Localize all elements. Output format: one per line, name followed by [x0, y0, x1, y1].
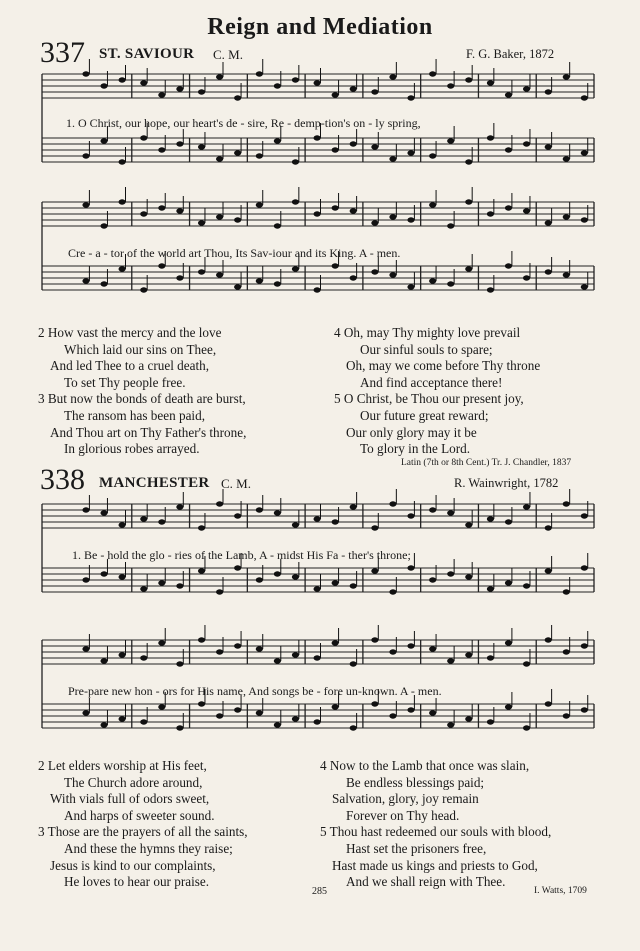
stanza-block-left	[38, 758, 248, 891]
note-head	[198, 568, 205, 573]
note-head	[465, 199, 472, 204]
stanza-line: Hast made us kings and priests to God,	[332, 857, 538, 873]
composer: R. Wainwright, 1782	[454, 476, 559, 490]
note-head	[100, 510, 107, 515]
note-head	[256, 646, 263, 651]
note-head	[332, 640, 339, 645]
note-head	[407, 217, 414, 222]
note-head	[140, 135, 147, 140]
stanza-line: 4 Now to the Lamb that once was slain,	[320, 758, 530, 773]
note-head	[447, 83, 454, 88]
note-head	[487, 586, 494, 591]
note-head	[100, 223, 107, 228]
text-credit: Latin (7th or 8th Cent.) Tr. J. Chandler, 1837	[401, 458, 572, 468]
note-head	[523, 275, 530, 280]
note-head	[314, 655, 321, 660]
note-head	[389, 214, 396, 219]
note-head	[256, 202, 263, 207]
stanza-line: The ransom has been paid,	[64, 407, 205, 423]
note-head	[465, 77, 472, 82]
note-head	[505, 263, 512, 268]
note-head	[100, 138, 107, 143]
note-head	[198, 144, 205, 149]
note-head	[389, 589, 396, 594]
note-head	[505, 640, 512, 645]
stanza-line: 2 How vast the mercy and the love	[38, 325, 222, 340]
note-head	[314, 719, 321, 724]
note-head	[389, 649, 396, 654]
note-head	[314, 586, 321, 591]
stanza-line: Our future great reward;	[360, 407, 489, 423]
note-head	[158, 580, 165, 585]
note-head	[389, 74, 396, 79]
note-head	[465, 652, 472, 657]
note-head	[314, 287, 321, 292]
note-head	[581, 217, 588, 222]
note-head	[523, 208, 530, 213]
note-head	[274, 138, 281, 143]
note-head	[563, 649, 570, 654]
note-head	[487, 719, 494, 724]
note-head	[332, 519, 339, 524]
note-head	[158, 205, 165, 210]
note-head	[523, 504, 530, 509]
note-head	[158, 704, 165, 709]
note-head	[158, 519, 165, 524]
note-head	[371, 89, 378, 94]
note-head	[82, 153, 89, 158]
note-head	[119, 574, 126, 579]
note-head	[350, 725, 357, 730]
note-head	[350, 661, 357, 666]
note-head	[292, 522, 299, 527]
note-head	[292, 159, 299, 164]
note-head	[407, 95, 414, 100]
note-head	[256, 507, 263, 512]
note-head	[581, 643, 588, 648]
page-number: 285	[312, 886, 327, 897]
stanza-line: 5 Thou hast redeemed our souls with blood,	[320, 824, 552, 840]
note-head	[140, 719, 147, 724]
note-head	[447, 281, 454, 286]
note-head	[487, 211, 494, 216]
note-head	[176, 275, 183, 280]
stanza-line: The Church adore around,	[64, 774, 203, 790]
stanza-line: 3 Those are the prayers of all the saints,	[38, 824, 248, 840]
note-head	[407, 643, 414, 648]
note-head	[465, 522, 472, 527]
lyric-line: 1. O Christ, our hope, our heart's de - sire, Re - demp-tion's on - ly spring,	[66, 116, 421, 130]
note-head	[505, 92, 512, 97]
note-head	[429, 153, 436, 158]
note-head	[545, 144, 552, 149]
note-head	[505, 704, 512, 709]
stanza-line: And Thou art on Thy Father's throne,	[50, 424, 247, 440]
note-head	[119, 266, 126, 271]
stanza-line: 2 Let elders worship at His feet,	[38, 758, 207, 773]
stanza-block-right	[334, 325, 540, 458]
stanza-line: Hast set the prisoners free,	[346, 840, 487, 856]
note-head	[274, 83, 281, 88]
note-head	[371, 701, 378, 706]
note-head	[314, 516, 321, 521]
note-head	[429, 710, 436, 715]
note-head	[234, 513, 241, 518]
note-head	[505, 580, 512, 585]
note-head	[563, 214, 570, 219]
note-head	[581, 565, 588, 570]
note-head	[350, 141, 357, 146]
meter: C. M.	[221, 476, 251, 491]
note-head	[216, 74, 223, 79]
stanza-line: 4 Oh, may Thy mighty love prevail	[334, 325, 521, 340]
note-head	[429, 507, 436, 512]
note-head	[216, 156, 223, 161]
stanza-block-right	[320, 758, 551, 891]
note-head	[350, 86, 357, 91]
note-head	[429, 646, 436, 651]
note-head	[176, 583, 183, 588]
stanza-line: To set Thy people free.	[64, 374, 186, 390]
note-head	[100, 281, 107, 286]
note-head	[407, 513, 414, 518]
note-head	[234, 565, 241, 570]
stanza-line: Which laid our sins on Thee,	[64, 341, 217, 357]
note-head	[545, 568, 552, 573]
note-head	[350, 208, 357, 213]
note-head	[292, 77, 299, 82]
note-head	[371, 568, 378, 573]
stanza-line: In glorious robes arrayed.	[64, 441, 200, 457]
text-credit: I. Watts, 1709	[534, 886, 587, 896]
stanza-line: Forever on Thy head.	[346, 807, 460, 823]
note-head	[487, 287, 494, 292]
note-head	[350, 504, 357, 509]
note-head	[350, 583, 357, 588]
note-head	[332, 704, 339, 709]
stanza-line: Our sinful souls to spare;	[360, 341, 493, 357]
note-head	[407, 150, 414, 155]
note-head	[371, 269, 378, 274]
note-head	[216, 589, 223, 594]
note-head	[563, 501, 570, 506]
stanza-line: He loves to hear our praise.	[64, 874, 210, 890]
note-head	[198, 525, 205, 530]
note-head	[314, 80, 321, 85]
note-head	[563, 74, 570, 79]
note-head	[82, 577, 89, 582]
note-head	[140, 516, 147, 521]
note-head	[119, 199, 126, 204]
stanza-line: With vials full of odors sweet,	[50, 791, 210, 807]
note-head	[119, 77, 126, 82]
note-head	[523, 86, 530, 91]
note-head	[429, 278, 436, 283]
note-head	[82, 646, 89, 651]
composer: F. G. Baker, 1872	[466, 47, 555, 61]
note-head	[140, 586, 147, 591]
note-head	[429, 202, 436, 207]
note-head	[292, 199, 299, 204]
note-head	[158, 640, 165, 645]
note-head	[523, 583, 530, 588]
tune-name: MANCHESTER	[99, 475, 210, 491]
note-head	[274, 510, 281, 515]
note-head	[429, 71, 436, 76]
note-head	[274, 571, 281, 576]
note-head	[82, 507, 89, 512]
note-head	[176, 86, 183, 91]
note-head	[465, 716, 472, 721]
note-head	[100, 658, 107, 663]
note-head	[256, 710, 263, 715]
stanza-block-left	[38, 325, 246, 458]
note-head	[140, 655, 147, 660]
note-head	[332, 580, 339, 585]
note-head	[292, 266, 299, 271]
note-head	[119, 522, 126, 527]
note-head	[100, 83, 107, 88]
note-head	[487, 655, 494, 660]
note-head	[447, 510, 454, 515]
note-head	[256, 278, 263, 283]
note-head	[82, 202, 89, 207]
note-head	[505, 519, 512, 524]
note-head	[447, 658, 454, 663]
note-head	[234, 643, 241, 648]
note-head	[140, 211, 147, 216]
hymn-number: 338	[40, 463, 85, 496]
note-head	[292, 574, 299, 579]
note-head	[314, 135, 321, 140]
note-head	[216, 713, 223, 718]
note-head	[198, 269, 205, 274]
note-head	[523, 661, 530, 666]
stanza-line: Be endless blessings paid;	[346, 774, 485, 790]
note-head	[256, 577, 263, 582]
note-head	[465, 266, 472, 271]
note-head	[581, 150, 588, 155]
stanza-line: And find acceptance there!	[360, 374, 503, 390]
note-head	[581, 95, 588, 100]
note-head	[256, 153, 263, 158]
note-head	[216, 501, 223, 506]
note-head	[523, 141, 530, 146]
note-head	[407, 565, 414, 570]
note-head	[389, 501, 396, 506]
note-head	[332, 92, 339, 97]
note-head	[274, 658, 281, 663]
lyric-line: Cre - a - tor of the world art Thou, Its Sav-iour and its King. A - men.	[68, 246, 401, 260]
note-head	[505, 205, 512, 210]
note-head	[274, 281, 281, 286]
stanza-line: And these the hymns they raise;	[64, 840, 233, 856]
note-head	[350, 275, 357, 280]
note-head	[176, 661, 183, 666]
note-head	[176, 208, 183, 213]
note-head	[545, 220, 552, 225]
note-head	[545, 637, 552, 642]
note-head	[563, 589, 570, 594]
note-head	[234, 150, 241, 155]
note-head	[407, 707, 414, 712]
note-head	[389, 272, 396, 277]
note-head	[389, 156, 396, 161]
note-head	[234, 707, 241, 712]
note-head	[176, 141, 183, 146]
note-head	[545, 525, 552, 530]
note-head	[234, 95, 241, 100]
note-head	[465, 159, 472, 164]
note-head	[292, 716, 299, 721]
note-head	[82, 71, 89, 76]
note-head	[389, 713, 396, 718]
note-head	[545, 269, 552, 274]
stanza-line: Our only glory may it be	[346, 424, 477, 440]
note-head	[100, 722, 107, 727]
note-head	[487, 516, 494, 521]
note-head	[581, 707, 588, 712]
note-head	[447, 223, 454, 228]
tune-name: ST. SAVIOUR	[99, 46, 195, 62]
note-head	[216, 649, 223, 654]
meter: C. M.	[213, 47, 243, 62]
note-head	[198, 701, 205, 706]
stanza-line: And harps of sweeter sound.	[64, 807, 215, 823]
note-head	[465, 574, 472, 579]
note-head	[563, 713, 570, 718]
note-head	[100, 571, 107, 576]
lyric-line: 1. Be - hold the glo - ries of the Lamb, A - midst His Fa - ther's throne;	[72, 548, 411, 562]
note-head	[487, 135, 494, 140]
note-head	[176, 725, 183, 730]
note-head	[158, 147, 165, 152]
note-head	[234, 217, 241, 222]
note-head	[140, 80, 147, 85]
note-head	[274, 223, 281, 228]
note-head	[505, 147, 512, 152]
note-head	[447, 722, 454, 727]
note-head	[234, 284, 241, 289]
page-title: Reign and Mediation	[207, 14, 433, 40]
note-head	[545, 701, 552, 706]
note-head	[119, 159, 126, 164]
note-head	[198, 220, 205, 225]
stanza-line: Oh, may we come before Thy throne	[346, 358, 541, 374]
note-head	[274, 722, 281, 727]
hymn-number: 337	[40, 36, 85, 69]
stanza-line: And led Thee to a cruel death,	[50, 358, 210, 374]
note-head	[371, 144, 378, 149]
stanza-line: 5 O Christ, be Thou our present joy,	[334, 391, 524, 407]
note-head	[371, 525, 378, 530]
note-head	[487, 80, 494, 85]
note-head	[581, 284, 588, 289]
note-head	[371, 220, 378, 225]
note-head	[140, 287, 147, 292]
note-head	[523, 725, 530, 730]
note-head	[216, 272, 223, 277]
note-head	[447, 571, 454, 576]
note-head	[332, 147, 339, 152]
note-head	[119, 716, 126, 721]
lyric-line: Pre-pare new hon - ors for His name, And songs be - fore un-known. A - men.	[68, 684, 442, 698]
stanza-line: Jesus is kind to our complaints,	[50, 857, 216, 873]
note-head	[119, 652, 126, 657]
note-head	[371, 637, 378, 642]
note-head	[545, 89, 552, 94]
stanza-line: 3 But now the bonds of death are burst,	[38, 391, 246, 407]
note-head	[563, 156, 570, 161]
note-head	[314, 211, 321, 216]
note-head	[158, 92, 165, 97]
note-head	[256, 71, 263, 76]
note-head	[198, 637, 205, 642]
note-head	[82, 278, 89, 283]
note-head	[332, 205, 339, 210]
note-head	[82, 710, 89, 715]
note-head	[429, 577, 436, 582]
note-head	[447, 138, 454, 143]
note-head	[198, 89, 205, 94]
stanza-line: To glory in the Lord.	[360, 441, 471, 457]
note-head	[158, 263, 165, 268]
note-head	[581, 513, 588, 518]
stanza-line: And we shall reign with Thee.	[346, 874, 506, 890]
note-head	[216, 214, 223, 219]
note-head	[176, 504, 183, 509]
stanza-line: Salvation, glory, joy remain	[332, 791, 479, 807]
note-head	[563, 272, 570, 277]
note-head	[407, 284, 414, 289]
note-head	[332, 263, 339, 268]
note-head	[292, 652, 299, 657]
